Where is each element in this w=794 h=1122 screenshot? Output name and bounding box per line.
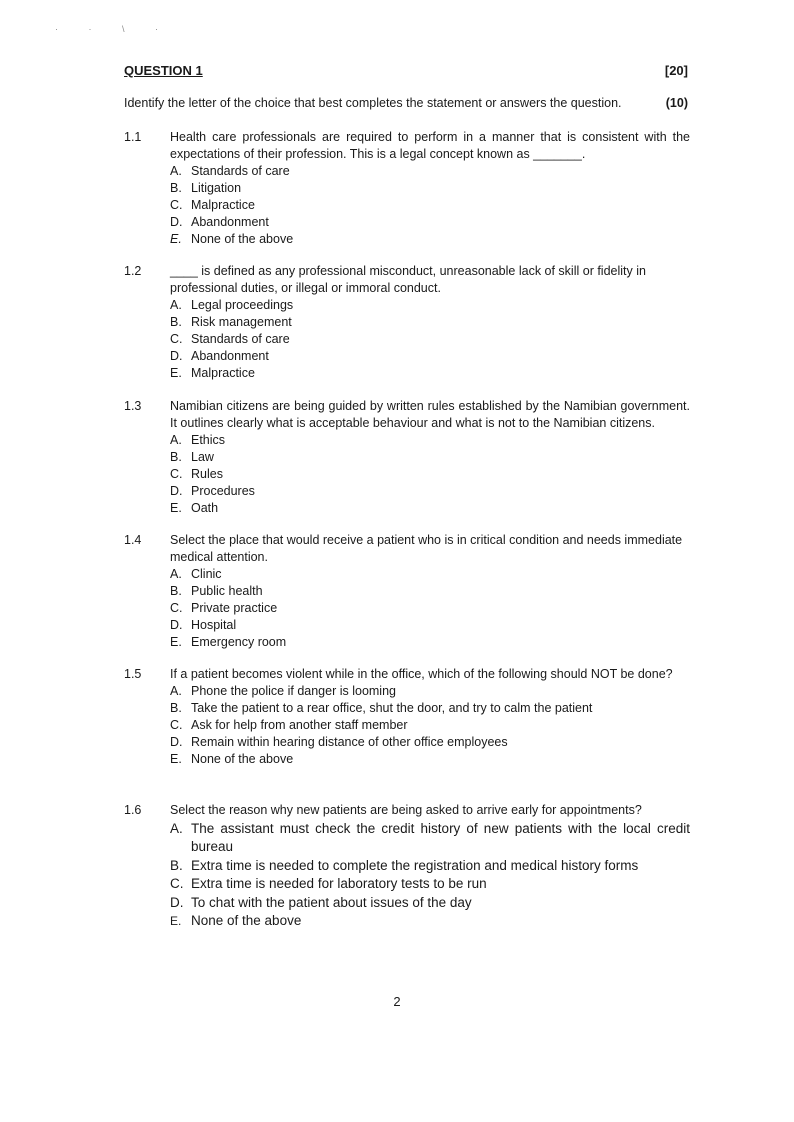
- option: [170, 163, 690, 180]
- question-marks: [20]: [664, 63, 688, 78]
- option-letter: B.: [170, 701, 182, 715]
- option-text: Procedures: [191, 484, 255, 498]
- option-letter: B.: [170, 315, 182, 329]
- question-header: [124, 63, 688, 78]
- option-letter: E.: [170, 501, 182, 515]
- option-list: [170, 820, 690, 931]
- option-letter: C.: [170, 198, 183, 212]
- option-text: Standards of care: [191, 332, 290, 346]
- option: [170, 432, 690, 449]
- option-text: None of the above: [191, 752, 294, 766]
- option-list: [170, 297, 690, 382]
- scan-specks: · · \ ·: [55, 24, 172, 34]
- option-text: Oath: [191, 501, 219, 515]
- option-letter: B.: [170, 584, 182, 598]
- instruction-marks: (10): [665, 96, 688, 110]
- option-list: [170, 163, 690, 248]
- option-letter: C.: [170, 601, 183, 615]
- option: [170, 700, 690, 717]
- question-number: 1.6: [124, 803, 142, 817]
- option-text: Abandonment: [191, 349, 269, 363]
- question-1-2: [124, 263, 690, 382]
- option: [170, 331, 690, 348]
- option-letter: C.: [170, 876, 184, 891]
- option-text: The assistant must check the credit history of new patients with the local credit bureau: [191, 820, 690, 854]
- instruction-line: [124, 96, 688, 110]
- option-text: Abandonment: [191, 215, 269, 229]
- option-list: [170, 566, 690, 651]
- option-letter: A.: [170, 820, 183, 836]
- option: [170, 734, 690, 751]
- option-text: Risk management: [191, 315, 292, 329]
- instruction-text: Identify the letter of the choice that best completes the statement or answers the question.: [124, 96, 622, 110]
- option-letter: C.: [170, 467, 183, 481]
- question-number: 1.2: [124, 264, 142, 278]
- question-stem: Health care professionals are required to perform in a manner that is consistent with the expectations of their profession. This is a legal concept known as _______.: [170, 130, 690, 161]
- option-letter: E.: [170, 366, 182, 380]
- option: [170, 894, 690, 913]
- option-letter: E.: [170, 914, 182, 928]
- option: [170, 365, 690, 382]
- option-letter: A.: [170, 433, 182, 447]
- option-text: Ask for help from another staff member: [191, 718, 408, 732]
- option-letter: C.: [170, 718, 183, 732]
- option: [170, 449, 690, 466]
- option-text: Ethics: [191, 433, 226, 447]
- option-text: Emergency room: [191, 635, 287, 649]
- option-text: Phone the police if danger is looming: [191, 684, 396, 698]
- option: [170, 634, 690, 651]
- option: [170, 483, 690, 500]
- option: [170, 500, 690, 517]
- option: [170, 600, 690, 617]
- option: [170, 617, 690, 634]
- option-text: Law: [191, 450, 214, 464]
- question-stem: Select the reason why new patients are being asked to arrive early for appointments?: [170, 803, 642, 817]
- option-text: None of the above: [191, 232, 294, 246]
- question-1-3: [124, 398, 690, 517]
- option-letter: D.: [170, 484, 183, 498]
- option-list: [170, 683, 690, 768]
- option-text: To chat with the patient about issues of the day: [191, 894, 472, 910]
- option: [170, 297, 690, 314]
- option-text: Clinic: [191, 567, 222, 581]
- option-text: Extra time is needed for laboratory tests to be run: [191, 876, 487, 891]
- question-number: 1.3: [124, 399, 142, 413]
- question-1-6: [124, 801, 690, 931]
- option-letter: D.: [170, 349, 183, 363]
- option-letter: B.: [170, 857, 183, 873]
- option: [170, 751, 690, 768]
- option: [170, 214, 690, 231]
- option-letter: E.: [170, 752, 182, 766]
- option: [170, 583, 690, 600]
- option-letter: E.: [170, 232, 182, 246]
- page-number: 2: [393, 994, 401, 1009]
- option-letter: A.: [170, 567, 182, 581]
- option-text: Rules: [191, 467, 223, 481]
- question-1-1: [124, 129, 690, 248]
- option: [170, 231, 690, 248]
- option-text: Standards of care: [191, 164, 290, 178]
- option: [170, 466, 690, 483]
- question-stem: Namibian citizens are being guided by written rules established by the Namibian government. It outlines clearly what is acceptable behaviour and what is not to the Namibian citizens.: [170, 399, 690, 430]
- option-letter: D.: [170, 618, 183, 632]
- question-stem: If a patient becomes violent while in the office, which of the following should NOT be done?: [170, 667, 673, 681]
- option-letter: A.: [170, 298, 182, 312]
- question-number: 1.1: [124, 130, 142, 144]
- question-1-4: [124, 532, 690, 651]
- option: [170, 566, 690, 583]
- option-letter: B.: [170, 450, 182, 464]
- option-text: Private practice: [191, 601, 278, 615]
- option-text: Legal proceedings: [191, 298, 294, 312]
- question-stem: Select the place that would receive a patient who is in critical condition and needs immediate medical attention.: [170, 533, 683, 564]
- option: [170, 857, 690, 876]
- option-text: Take the patient to a rear office, shut the door, and try to calm the patient: [191, 701, 593, 715]
- option: [170, 197, 690, 214]
- option-letter: C.: [170, 332, 183, 346]
- option: [170, 717, 690, 734]
- option-letter: A.: [170, 164, 182, 178]
- option: [170, 180, 690, 197]
- option: [170, 683, 690, 700]
- option-text: Remain within hearing distance of other office employees: [191, 735, 508, 749]
- option-letter: B.: [170, 181, 182, 195]
- option-text: None of the above: [191, 913, 302, 928]
- option: [170, 348, 690, 365]
- option-text: Malpractice: [191, 198, 255, 212]
- question-title: QUESTION 1: [124, 63, 203, 78]
- option-text: Public health: [191, 584, 263, 598]
- question-number: 1.5: [124, 667, 142, 681]
- option-letter: D.: [170, 215, 183, 229]
- option-letter: D.: [170, 735, 183, 749]
- option-text: Litigation: [191, 181, 242, 195]
- option-text: Extra time is needed to complete the registration and medical history forms: [191, 857, 639, 873]
- option-letter: A.: [170, 684, 182, 698]
- option-text: Malpractice: [191, 366, 255, 380]
- question-1-5: [124, 666, 690, 768]
- option-letter: D.: [170, 894, 184, 910]
- option: [170, 820, 690, 857]
- option-text: Hospital: [191, 618, 237, 632]
- option: [170, 314, 690, 331]
- option: [170, 912, 690, 931]
- option-list: [170, 432, 690, 517]
- question-stem: [124, 263, 690, 297]
- option-letter: E.: [170, 635, 182, 649]
- option: [170, 875, 690, 894]
- question-number: 1.4: [124, 533, 142, 547]
- question-stem-text: ____ is defined as any professional misconduct, unreasonable lack of skill or fidelity in professional duties, or illegal or immoral conduct.: [170, 264, 646, 295]
